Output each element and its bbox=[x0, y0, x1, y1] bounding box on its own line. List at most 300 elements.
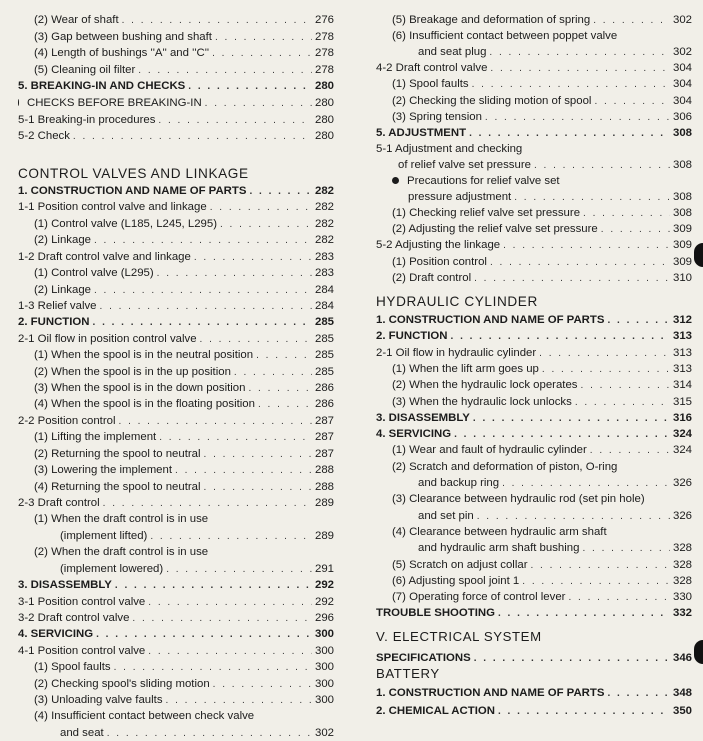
toc-entry-page: 328 bbox=[672, 542, 692, 555]
toc-entry bbox=[376, 524, 692, 540]
dot-leader bbox=[175, 463, 312, 478]
toc-entry-title: SPECIFICATIONS bbox=[376, 652, 471, 664]
toc-entry bbox=[18, 446, 334, 462]
dot-leader bbox=[474, 651, 670, 666]
dot-leader bbox=[607, 313, 670, 328]
toc-entry-title: 1. CONSTRUCTION AND NAME OF PARTS bbox=[376, 687, 605, 699]
dot-leader bbox=[234, 365, 312, 380]
dot-leader bbox=[249, 184, 312, 199]
toc-entry bbox=[18, 331, 334, 347]
toc-entry-page: 285 bbox=[314, 349, 334, 362]
toc-entry-title: (4) When the spool is in the floating position bbox=[34, 398, 255, 411]
dot-leader bbox=[607, 686, 670, 701]
toc-entry-title: 5. BREAKING-IN AND CHECKS bbox=[18, 80, 186, 93]
toc-entry-page: 348 bbox=[672, 687, 692, 699]
toc-entry bbox=[376, 93, 692, 109]
toc-entry bbox=[18, 78, 334, 94]
bullet-icon bbox=[18, 99, 19, 106]
dot-leader bbox=[593, 13, 670, 28]
toc-entry-page: 285 bbox=[314, 316, 334, 329]
dot-leader bbox=[469, 126, 670, 141]
toc-entry-title: 4. SERVICING bbox=[18, 628, 94, 641]
dot-leader bbox=[451, 329, 670, 344]
toc-entry bbox=[18, 380, 334, 396]
toc-entry-title: 5. ADJUSTMENT bbox=[376, 126, 467, 139]
toc-entry-title: (2) Adjusting the relief valve set pressure bbox=[392, 223, 598, 236]
toc-entry-page: 314 bbox=[672, 379, 692, 392]
toc-entry bbox=[376, 76, 692, 92]
dot-leader bbox=[148, 644, 312, 659]
toc-entry-page: 313 bbox=[672, 346, 692, 359]
section-index-tab bbox=[694, 640, 703, 664]
toc-entry bbox=[18, 364, 334, 380]
section-heading: BATTERY bbox=[376, 666, 440, 681]
dot-leader bbox=[473, 411, 670, 426]
toc-entry bbox=[18, 347, 334, 363]
dot-leader bbox=[159, 430, 312, 445]
toc-entry bbox=[18, 626, 334, 642]
toc-entry bbox=[376, 426, 692, 442]
toc-entry-title: (1) Wear and fault of hydraulic cylinder bbox=[392, 444, 587, 457]
toc-entry bbox=[376, 685, 692, 701]
toc-entry-page: 332 bbox=[672, 607, 692, 620]
toc-entry bbox=[18, 128, 334, 144]
dot-leader bbox=[148, 595, 312, 610]
toc-entry-title: (3) When the hydraulic lock unlocks bbox=[392, 395, 572, 408]
toc-entry-title: (2) When the hydraulic lock operates bbox=[392, 379, 578, 392]
toc-entry-title: 3. DISASSEMBLY bbox=[18, 579, 112, 592]
toc-entry-page: 306 bbox=[672, 110, 692, 123]
toc-entry-page: 280 bbox=[314, 97, 334, 110]
toc-entry bbox=[376, 573, 692, 589]
dot-leader bbox=[581, 378, 670, 393]
dot-leader bbox=[498, 606, 670, 621]
toc-entry-title: (6) Adjusting spool joint 1 bbox=[392, 574, 520, 587]
toc-entry-page: 284 bbox=[314, 299, 334, 312]
toc-entry-page: 282 bbox=[314, 234, 334, 247]
toc-entry-title: 5-2 Check bbox=[18, 130, 70, 143]
toc-entry-page: 278 bbox=[314, 30, 334, 43]
toc-entry-page: 300 bbox=[314, 677, 334, 690]
toc-entry-title: and hydraulic arm shaft bushing bbox=[418, 542, 580, 555]
toc-entry-title: Precautions for relief valve set bbox=[407, 175, 560, 187]
dot-leader bbox=[490, 61, 670, 76]
toc-entry bbox=[18, 495, 334, 511]
toc-entry bbox=[376, 540, 692, 556]
toc-entry bbox=[376, 44, 692, 60]
dot-leader bbox=[73, 129, 312, 144]
toc-entry-title: and set pin bbox=[418, 509, 474, 522]
toc-entry-page: 324 bbox=[672, 444, 692, 457]
toc-entry-page: 300 bbox=[314, 661, 334, 674]
toc-entry-title: TROUBLE SHOOTING bbox=[376, 607, 495, 620]
toc-entry-title: (2) Wear of shaft bbox=[34, 14, 119, 26]
dot-leader bbox=[212, 46, 312, 61]
toc-entry bbox=[376, 361, 692, 377]
toc-entry bbox=[18, 594, 334, 610]
toc-entry-page: 312 bbox=[672, 314, 692, 326]
toc-entry-title: 1-1 Position control valve and linkage bbox=[18, 201, 207, 214]
toc-entry bbox=[376, 394, 692, 410]
toc-entry-title: and backup ring bbox=[418, 477, 500, 489]
toc-entry bbox=[376, 28, 692, 44]
dot-leader bbox=[539, 346, 670, 361]
toc-entry bbox=[18, 45, 334, 61]
dot-leader bbox=[575, 395, 670, 410]
toc-entry-title: (4) Clearance between hydraulic arm shaft bbox=[392, 525, 607, 538]
toc-entry-page: 302 bbox=[672, 46, 692, 59]
toc-entry-title: (2) Linkage bbox=[34, 234, 91, 247]
dot-leader bbox=[188, 79, 312, 94]
dot-leader bbox=[157, 266, 312, 281]
toc-entry-title: (2) Linkage bbox=[34, 283, 91, 296]
toc-entry-page: 285 bbox=[314, 365, 334, 378]
toc-entry bbox=[18, 232, 334, 248]
toc-entry-page: 289 bbox=[314, 496, 334, 509]
toc-entry-title: (1) When the spool is in the neutral position bbox=[34, 349, 254, 362]
dot-leader bbox=[138, 63, 312, 78]
toc-entry-page: 278 bbox=[314, 47, 334, 60]
toc-entry bbox=[376, 189, 692, 205]
toc-entry-page: 300 bbox=[314, 694, 334, 707]
dot-leader bbox=[530, 558, 670, 573]
toc-entry bbox=[376, 459, 692, 475]
toc-entry-title: (2) When the draft control is in use bbox=[34, 546, 209, 559]
toc-entry-title: (3) Clearance between hydraulic rod (set pin hole) bbox=[392, 493, 645, 506]
toc-entry bbox=[376, 141, 692, 157]
toc-entry bbox=[18, 62, 334, 78]
toc-entry-title: 2. FUNCTION bbox=[18, 316, 90, 329]
toc-entry-title: (5) Cleaning oil filter bbox=[34, 63, 136, 76]
toc-entry-title: 2-1 Oil flow in position control valve bbox=[18, 332, 197, 345]
toc-entry bbox=[376, 157, 692, 173]
dot-leader bbox=[454, 427, 670, 442]
toc-entry-title: (3) Gap between bushing and shaft bbox=[34, 30, 212, 43]
dot-leader bbox=[490, 255, 670, 270]
toc-entry-title: (1) Control valve (L185, L245, L295) bbox=[34, 217, 217, 230]
toc-entry bbox=[18, 314, 334, 330]
dot-leader bbox=[114, 660, 312, 675]
toc-entry-page: 308 bbox=[672, 207, 692, 220]
dot-leader bbox=[220, 217, 312, 232]
dot-leader bbox=[542, 362, 670, 377]
dot-leader bbox=[204, 447, 312, 462]
dot-leader bbox=[93, 315, 312, 330]
section-heading: HYDRAULIC CYLINDER bbox=[376, 294, 538, 309]
dot-leader bbox=[522, 574, 670, 589]
toc-entry-title: 4. SERVICING bbox=[376, 428, 452, 441]
toc-entry bbox=[18, 216, 334, 232]
dot-leader bbox=[477, 509, 670, 524]
toc-entry-page: 309 bbox=[672, 239, 692, 252]
dot-leader bbox=[103, 496, 312, 511]
toc-entry bbox=[18, 413, 334, 429]
toc-entry bbox=[18, 12, 334, 28]
dot-leader bbox=[158, 113, 312, 128]
toc-entry-title: (5) Breakage and deformation of spring bbox=[392, 14, 591, 26]
toc-entry-title: 2-2 Position control bbox=[18, 414, 116, 427]
toc-entry-title: 4-2 Draft control valve bbox=[376, 62, 488, 75]
toc-entry-page: 326 bbox=[672, 477, 692, 489]
toc-entry-page: 276 bbox=[314, 14, 334, 26]
dot-leader bbox=[205, 96, 312, 111]
toc-entry-page: 280 bbox=[314, 130, 334, 143]
toc-entry-page: 326 bbox=[672, 509, 692, 522]
toc-entry bbox=[376, 312, 692, 328]
toc-entry bbox=[376, 377, 692, 393]
toc-entry-title: (2) Draft control bbox=[392, 271, 472, 284]
toc-entry bbox=[18, 676, 334, 692]
toc-entry bbox=[18, 511, 334, 527]
toc-entry bbox=[18, 429, 334, 445]
toc-entry-page: 292 bbox=[314, 579, 334, 592]
dot-leader bbox=[474, 271, 670, 286]
toc-entry-title: (1) Spool faults bbox=[392, 78, 469, 91]
dot-leader bbox=[256, 348, 312, 363]
toc-entry-title: 5-1 Adjustment and checking bbox=[376, 142, 523, 155]
toc-entry-page: 324 bbox=[672, 428, 692, 441]
toc-entry-page: 282 bbox=[314, 185, 334, 197]
toc-entry-title: 2. CHEMICAL ACTION bbox=[376, 705, 495, 717]
toc-entry-title: (1) When the draft control is in use bbox=[34, 513, 209, 526]
toc-entry-title: 3-2 Draft control valve bbox=[18, 611, 130, 624]
toc-entry bbox=[376, 254, 692, 270]
toc-entry bbox=[376, 703, 692, 719]
toc-entry-page: 282 bbox=[314, 201, 334, 214]
toc-entry bbox=[18, 479, 334, 495]
toc-entry-page: 328 bbox=[672, 558, 692, 571]
dot-leader bbox=[194, 250, 312, 265]
dot-leader bbox=[204, 480, 312, 495]
toc-entry-page: 287 bbox=[314, 447, 334, 460]
toc-entry bbox=[376, 345, 692, 361]
toc-entry-page: 308 bbox=[672, 191, 692, 204]
toc-entry bbox=[18, 183, 334, 199]
dot-leader bbox=[213, 677, 312, 692]
toc-entry-title: of relief valve set pressure bbox=[398, 158, 531, 171]
toc-entry-title: 1-2 Draft control valve and linkage bbox=[18, 250, 191, 263]
toc-entry-title: 1. CONSTRUCTION AND NAME OF PARTS bbox=[376, 314, 605, 326]
dot-leader bbox=[472, 77, 670, 92]
dot-leader bbox=[485, 110, 670, 125]
dot-leader bbox=[132, 611, 312, 626]
toc-entry bbox=[18, 249, 334, 265]
toc-entry-title: 2-1 Oil flow in hydraulic cylinder bbox=[376, 346, 537, 359]
toc-entry-title: (1) Lifting the implement bbox=[34, 431, 157, 444]
dot-leader bbox=[498, 704, 670, 719]
dot-leader bbox=[594, 94, 670, 109]
toc-entry-title: (7) Operating force of control lever bbox=[392, 591, 566, 604]
toc-entry-title: and seat plug bbox=[418, 46, 487, 59]
dot-leader bbox=[258, 397, 312, 412]
toc-entry bbox=[376, 475, 692, 491]
dot-leader bbox=[200, 332, 312, 347]
toc-entry bbox=[18, 396, 334, 412]
toc-entry-page: 304 bbox=[672, 62, 692, 75]
toc-entry-title: CHECKS BEFORE BREAKING-IN bbox=[26, 97, 202, 110]
dot-leader bbox=[107, 726, 312, 741]
toc-entry-title: (2) Checking the sliding motion of spool bbox=[392, 94, 592, 107]
dot-leader bbox=[489, 45, 670, 60]
toc-entry bbox=[376, 508, 692, 524]
toc-entry-title: (2) When the spool is in the up position bbox=[34, 365, 231, 378]
dot-leader bbox=[166, 693, 312, 708]
toc-entry-page: 304 bbox=[672, 94, 692, 107]
dot-leader bbox=[534, 158, 670, 173]
toc-entry-page: 283 bbox=[314, 250, 334, 263]
dot-leader bbox=[210, 200, 312, 215]
toc-entry-title: (2) Returning the spool to neutral bbox=[34, 447, 201, 460]
toc-entry bbox=[18, 462, 334, 478]
dot-leader bbox=[568, 590, 670, 605]
toc-entry-title: 3. DISASSEMBLY bbox=[376, 411, 470, 424]
toc-entry bbox=[376, 12, 692, 28]
toc-entry bbox=[376, 442, 692, 458]
toc-entry-page: 280 bbox=[314, 113, 334, 126]
toc-entry-page: 310 bbox=[672, 271, 692, 284]
toc-entry bbox=[18, 725, 334, 741]
toc-entry-title: (4) Length of bushings ''A'' and ''C'' bbox=[34, 47, 210, 60]
toc-entry-page: 278 bbox=[314, 63, 334, 76]
toc-entry bbox=[18, 708, 334, 724]
toc-entry-title: (1) Checking relief valve set pressure bbox=[392, 207, 581, 220]
toc-entry bbox=[18, 199, 334, 215]
toc-entry-page: 302 bbox=[672, 14, 692, 26]
toc-entry-page: 328 bbox=[672, 574, 692, 587]
dot-leader bbox=[590, 443, 670, 458]
dot-leader bbox=[119, 414, 312, 429]
toc-entry-page: 287 bbox=[314, 414, 334, 427]
dot-leader bbox=[96, 627, 312, 642]
toc-entry-page: 309 bbox=[672, 255, 692, 268]
toc-entry-page: 287 bbox=[314, 431, 334, 444]
toc-entry-page: 309 bbox=[672, 223, 692, 236]
toc-entry-title: (4) Insufficient contact between check valve bbox=[34, 710, 255, 723]
toc-entry-page: 284 bbox=[314, 283, 334, 296]
toc-entry bbox=[376, 328, 692, 344]
toc-entry bbox=[376, 173, 692, 189]
toc-entry-page: 313 bbox=[672, 330, 692, 343]
toc-entry bbox=[18, 561, 334, 577]
toc-entry bbox=[18, 692, 334, 708]
toc-entry bbox=[18, 112, 334, 128]
toc-entry-page: 288 bbox=[314, 480, 334, 493]
toc-entry-page: 292 bbox=[314, 595, 334, 608]
toc-entry bbox=[376, 109, 692, 125]
toc-entry-title: (5) Scratch on adjust collar bbox=[392, 558, 528, 571]
dot-leader bbox=[100, 299, 312, 314]
toc-entry-title: 1. CONSTRUCTION AND NAME OF PARTS bbox=[18, 185, 247, 197]
toc-entry-page: 308 bbox=[672, 126, 692, 139]
toc-entry-title: 2-3 Draft control bbox=[18, 496, 100, 509]
toc-entry-page: 280 bbox=[314, 80, 334, 93]
dot-leader bbox=[115, 578, 312, 593]
toc-entry-page: 308 bbox=[672, 158, 692, 171]
toc-entry-title: (implement lifted) bbox=[60, 529, 148, 542]
toc-entry-page: 350 bbox=[672, 705, 692, 717]
toc-entry-title: (4) Returning the spool to neutral bbox=[34, 480, 201, 493]
toc-entry bbox=[18, 577, 334, 593]
toc-entry-page: 300 bbox=[314, 628, 334, 641]
bullet-icon bbox=[392, 177, 399, 184]
toc-entry bbox=[18, 265, 334, 281]
toc-entry bbox=[376, 221, 692, 237]
dot-leader bbox=[601, 222, 670, 237]
toc-entry-title: (1) Position control bbox=[392, 255, 487, 268]
toc-entry-title: (3) When the spool is in the down position bbox=[34, 382, 246, 395]
section-heading: CONTROL VALVES AND LINKAGE bbox=[18, 166, 249, 181]
toc-entry-title: 5-2 Adjusting the linkage bbox=[376, 239, 501, 252]
toc-entry bbox=[18, 95, 334, 111]
toc-entry-page: 296 bbox=[314, 611, 334, 624]
toc-entry-title: (1) Spool faults bbox=[34, 661, 111, 674]
dot-leader bbox=[94, 233, 312, 248]
dot-leader bbox=[150, 529, 312, 544]
toc-entry bbox=[18, 643, 334, 659]
toc-entry bbox=[18, 282, 334, 298]
toc-entry-title: 4-1 Position control valve bbox=[18, 644, 146, 657]
toc-entry-page: 283 bbox=[314, 267, 334, 280]
toc-entry-page: 286 bbox=[314, 382, 334, 395]
toc-entry bbox=[376, 605, 692, 621]
toc-entry bbox=[18, 544, 334, 560]
toc-entry bbox=[18, 298, 334, 314]
section-index-tab bbox=[694, 243, 703, 267]
dot-leader bbox=[94, 283, 312, 298]
toc-entry bbox=[376, 205, 692, 221]
dot-leader bbox=[583, 206, 670, 221]
toc-entry-page: 291 bbox=[314, 562, 334, 575]
toc-entry-page: 302 bbox=[314, 726, 334, 739]
toc-entry bbox=[18, 610, 334, 626]
toc-entry bbox=[376, 650, 692, 666]
toc-entry bbox=[18, 29, 334, 45]
toc-entry-title: (3) Spring tension bbox=[392, 110, 482, 123]
toc-entry bbox=[376, 125, 692, 141]
toc-entry-page: 286 bbox=[314, 398, 334, 411]
toc-entry bbox=[376, 491, 692, 507]
toc-entry-title: 2. FUNCTION bbox=[376, 330, 448, 343]
toc-entry-page: 289 bbox=[314, 529, 334, 542]
toc-entry-title: (3) Lowering the implement bbox=[34, 464, 173, 477]
dot-leader bbox=[215, 30, 312, 45]
dot-leader bbox=[514, 190, 670, 205]
section-heading: V. ELECTRICAL SYSTEM bbox=[376, 629, 542, 644]
dot-leader bbox=[503, 238, 670, 253]
toc-entry-page: 300 bbox=[314, 644, 334, 657]
toc-entry-title: (3) Unloading valve faults bbox=[34, 694, 163, 707]
toc-entry bbox=[18, 528, 334, 544]
dot-leader bbox=[166, 562, 312, 577]
toc-entry-title: 5-1 Breaking-in procedures bbox=[18, 113, 156, 126]
toc-entry-page: 346 bbox=[672, 652, 692, 664]
toc-entry-title: (1) When the lift arm goes up bbox=[392, 362, 539, 375]
toc-entry bbox=[376, 237, 692, 253]
toc-entry-title: 1-3 Relief valve bbox=[18, 299, 97, 312]
toc-entry-page: 330 bbox=[672, 591, 692, 604]
toc-entry-title: (1) Control valve (L295) bbox=[34, 267, 154, 280]
toc-entry-page: 304 bbox=[672, 78, 692, 91]
toc-entry bbox=[376, 557, 692, 573]
toc-entry-page: 313 bbox=[672, 362, 692, 375]
dot-leader bbox=[248, 381, 312, 396]
toc-entry-title: pressure adjustment bbox=[408, 191, 512, 204]
toc-entry-title: (6) Insufficient contact between poppet valve bbox=[392, 30, 618, 43]
toc-entry-page: 282 bbox=[314, 217, 334, 230]
toc-entry-page: 316 bbox=[672, 411, 692, 424]
toc-entry-title: 3-1 Position control valve bbox=[18, 595, 146, 608]
toc-entry-title: (2) Scratch and deformation of piston, O-ring bbox=[392, 460, 618, 473]
